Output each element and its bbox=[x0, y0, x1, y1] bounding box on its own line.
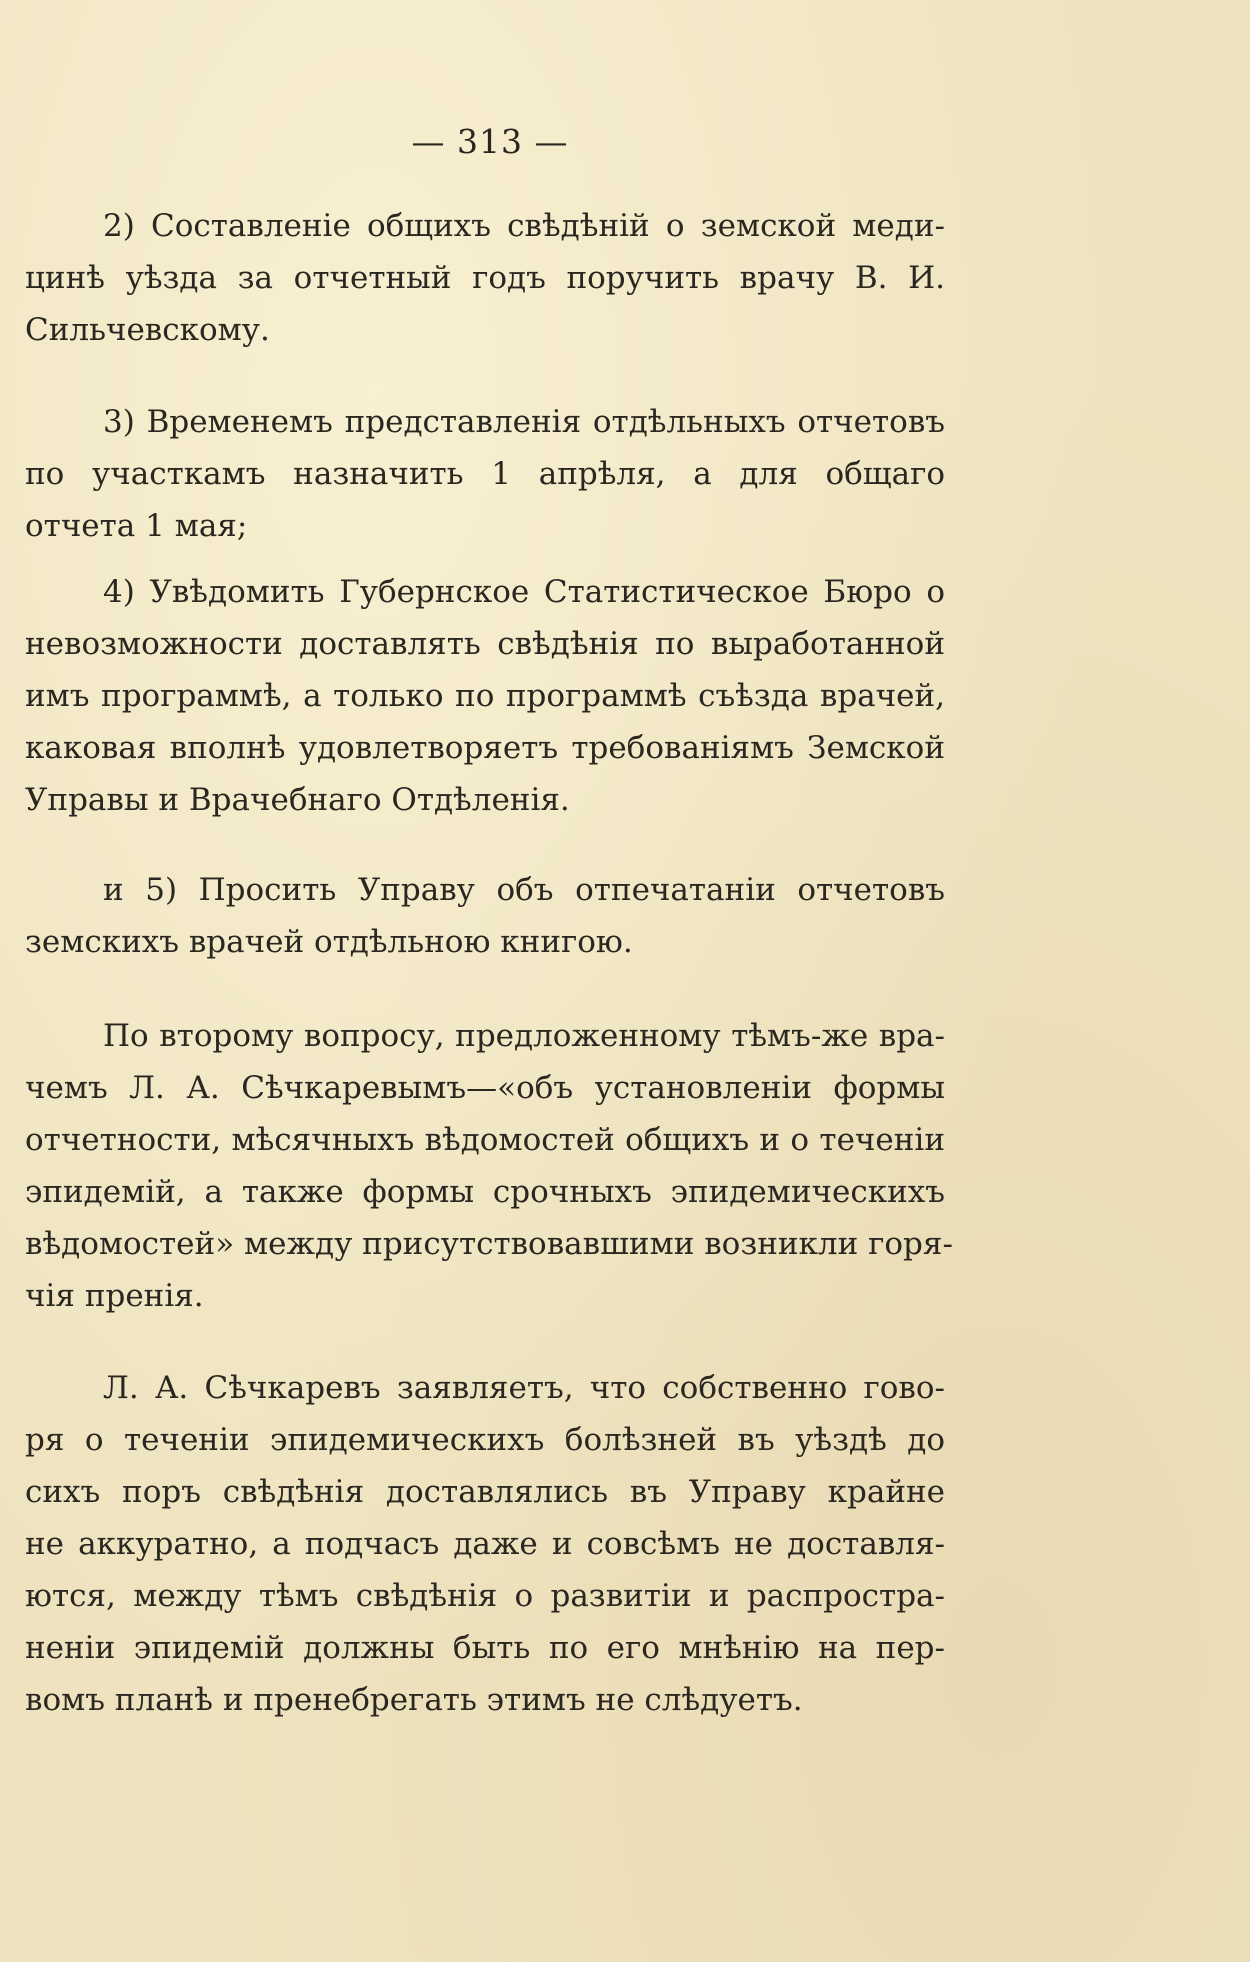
text-line: неніи эпидемій должны быть по его мнѣнію на пер- bbox=[25, 1630, 945, 1666]
text-line: имъ программѣ, а только по программѣ съѣзда врачей, bbox=[25, 678, 945, 714]
text-line: и 5) Просить Управу объ отпечатаніи отчетовъ bbox=[103, 872, 945, 908]
paragraph-sechkarev-statement bbox=[25, 1362, 945, 1726]
text-line: земскихъ врачей отдѣльною книгою. bbox=[25, 924, 633, 960]
text-line: Управы и Врачебнаго Отдѣленія. bbox=[25, 782, 570, 818]
text-line: сихъ поръ свѣдѣнія доставлялись въ Управу крайне bbox=[25, 1474, 945, 1510]
paragraph-item-2 bbox=[25, 200, 945, 356]
text-line: каковая вполнѣ удовлетворяетъ требованіямъ Земской bbox=[25, 730, 945, 766]
paragraph-second-question bbox=[25, 1010, 953, 1322]
text-line: отчета 1 мая; bbox=[25, 508, 248, 544]
text-line: ря о теченіи эпидемическихъ болѣзней въ уѣздѣ до bbox=[25, 1422, 945, 1458]
text-line: Л. А. Сѣчкаревъ заявляетъ, что собственно гово- bbox=[103, 1370, 945, 1406]
text-line: 2) Составленіе общихъ свѣдѣній о земской меди- bbox=[103, 208, 945, 244]
paragraph-item-4 bbox=[25, 566, 945, 826]
text-line: чія пренія. bbox=[25, 1278, 204, 1314]
text-line: 4) Увѣдомить Губернское Статистическое Бюро о bbox=[103, 574, 945, 610]
paragraph-item-3 bbox=[25, 396, 945, 552]
text-line: отчетности, мѣсячныхъ вѣдомостей общихъ и о теченіи bbox=[25, 1122, 945, 1158]
text-line: Сильчевскому. bbox=[25, 312, 270, 348]
text-line: не аккуратно, а подчасъ даже и совсѣмъ не доставля- bbox=[25, 1526, 945, 1562]
text-line: по участкамъ назначить 1 апрѣля, а для общаго bbox=[25, 456, 945, 492]
text-line: По второму вопросу, предложенному тѣмъ-же вра- bbox=[103, 1018, 945, 1054]
text-line: эпидемій, а также формы срочныхъ эпидемическихъ bbox=[25, 1174, 945, 1210]
text-line: вѣдомостей» между присутствовавшими возникли горя- bbox=[25, 1226, 953, 1262]
text-line: чемъ Л. А. Сѣчкаревымъ—«объ установленіи формы bbox=[25, 1070, 945, 1106]
paragraph-item-5 bbox=[25, 864, 945, 968]
text-line: вомъ планѣ и пренебрегать этимъ не слѣдуетъ. bbox=[25, 1682, 803, 1718]
text-line: невозможности доставлять свѣдѣнія по выработанной bbox=[25, 626, 945, 662]
page-number: — 313 — bbox=[411, 122, 569, 161]
text-line: цинѣ уѣзда за отчетный годъ поручить врачу В. И. bbox=[25, 260, 945, 296]
text-line: ются, между тѣмъ свѣдѣнія о развитіи и распростра- bbox=[25, 1578, 945, 1614]
text-line: 3) Временемъ представленія отдѣльныхъ отчетовъ bbox=[103, 404, 945, 440]
